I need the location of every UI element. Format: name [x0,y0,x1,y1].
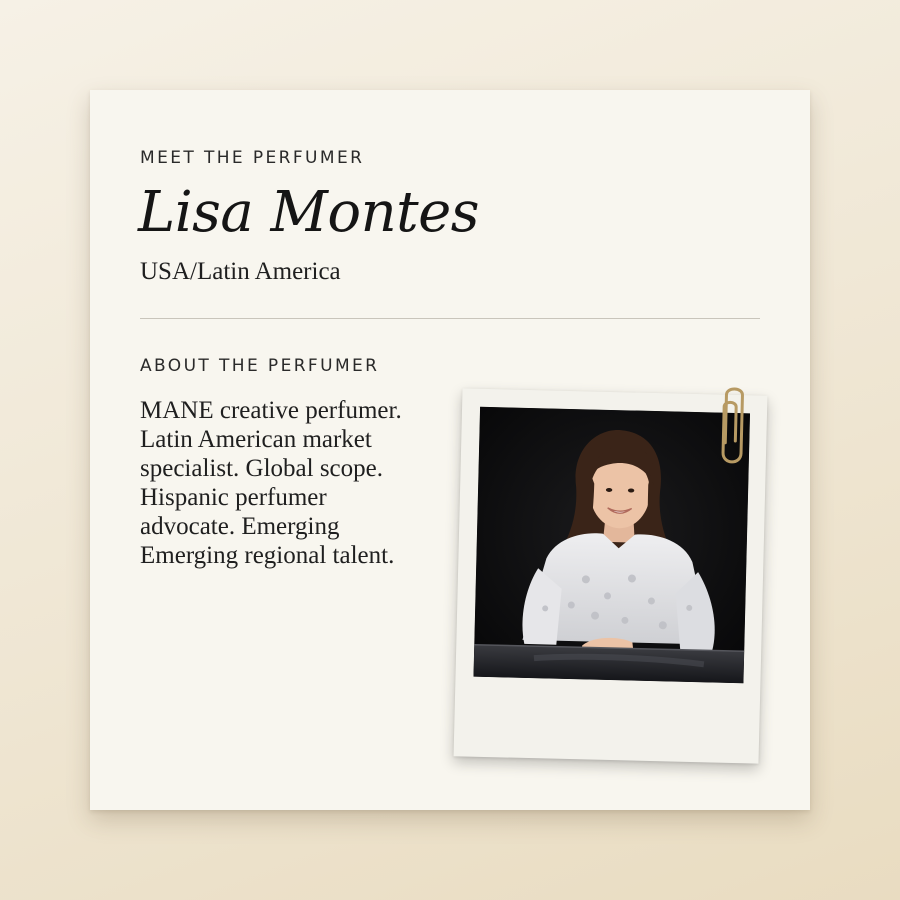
meet-eyebrow: MEET THE PERFUMER [140,148,365,168]
paperclip-icon [716,381,752,472]
bio-line: Emerging regional talent. [140,542,395,569]
perfumer-card [90,90,810,810]
bio-line: Latin American market [140,426,372,453]
section-divider [140,318,760,319]
bio-line: advocate. Emerging [140,513,340,540]
about-eyebrow: ABOUT THE PERFUMER [140,356,380,376]
bio-line: Hispanic perfumer [140,484,327,511]
polaroid-frame [454,388,768,763]
bio-line: specialist. Global scope. [140,455,383,482]
portrait-photo-icon [473,407,750,684]
perfumer-name: Lisa Montes [138,180,480,245]
perfumer-bio [140,396,460,570]
perfumer-region: USA/Latin America [140,258,341,285]
bio-line: MANE creative perfumer. [140,397,402,424]
portrait-illustration [473,407,750,684]
